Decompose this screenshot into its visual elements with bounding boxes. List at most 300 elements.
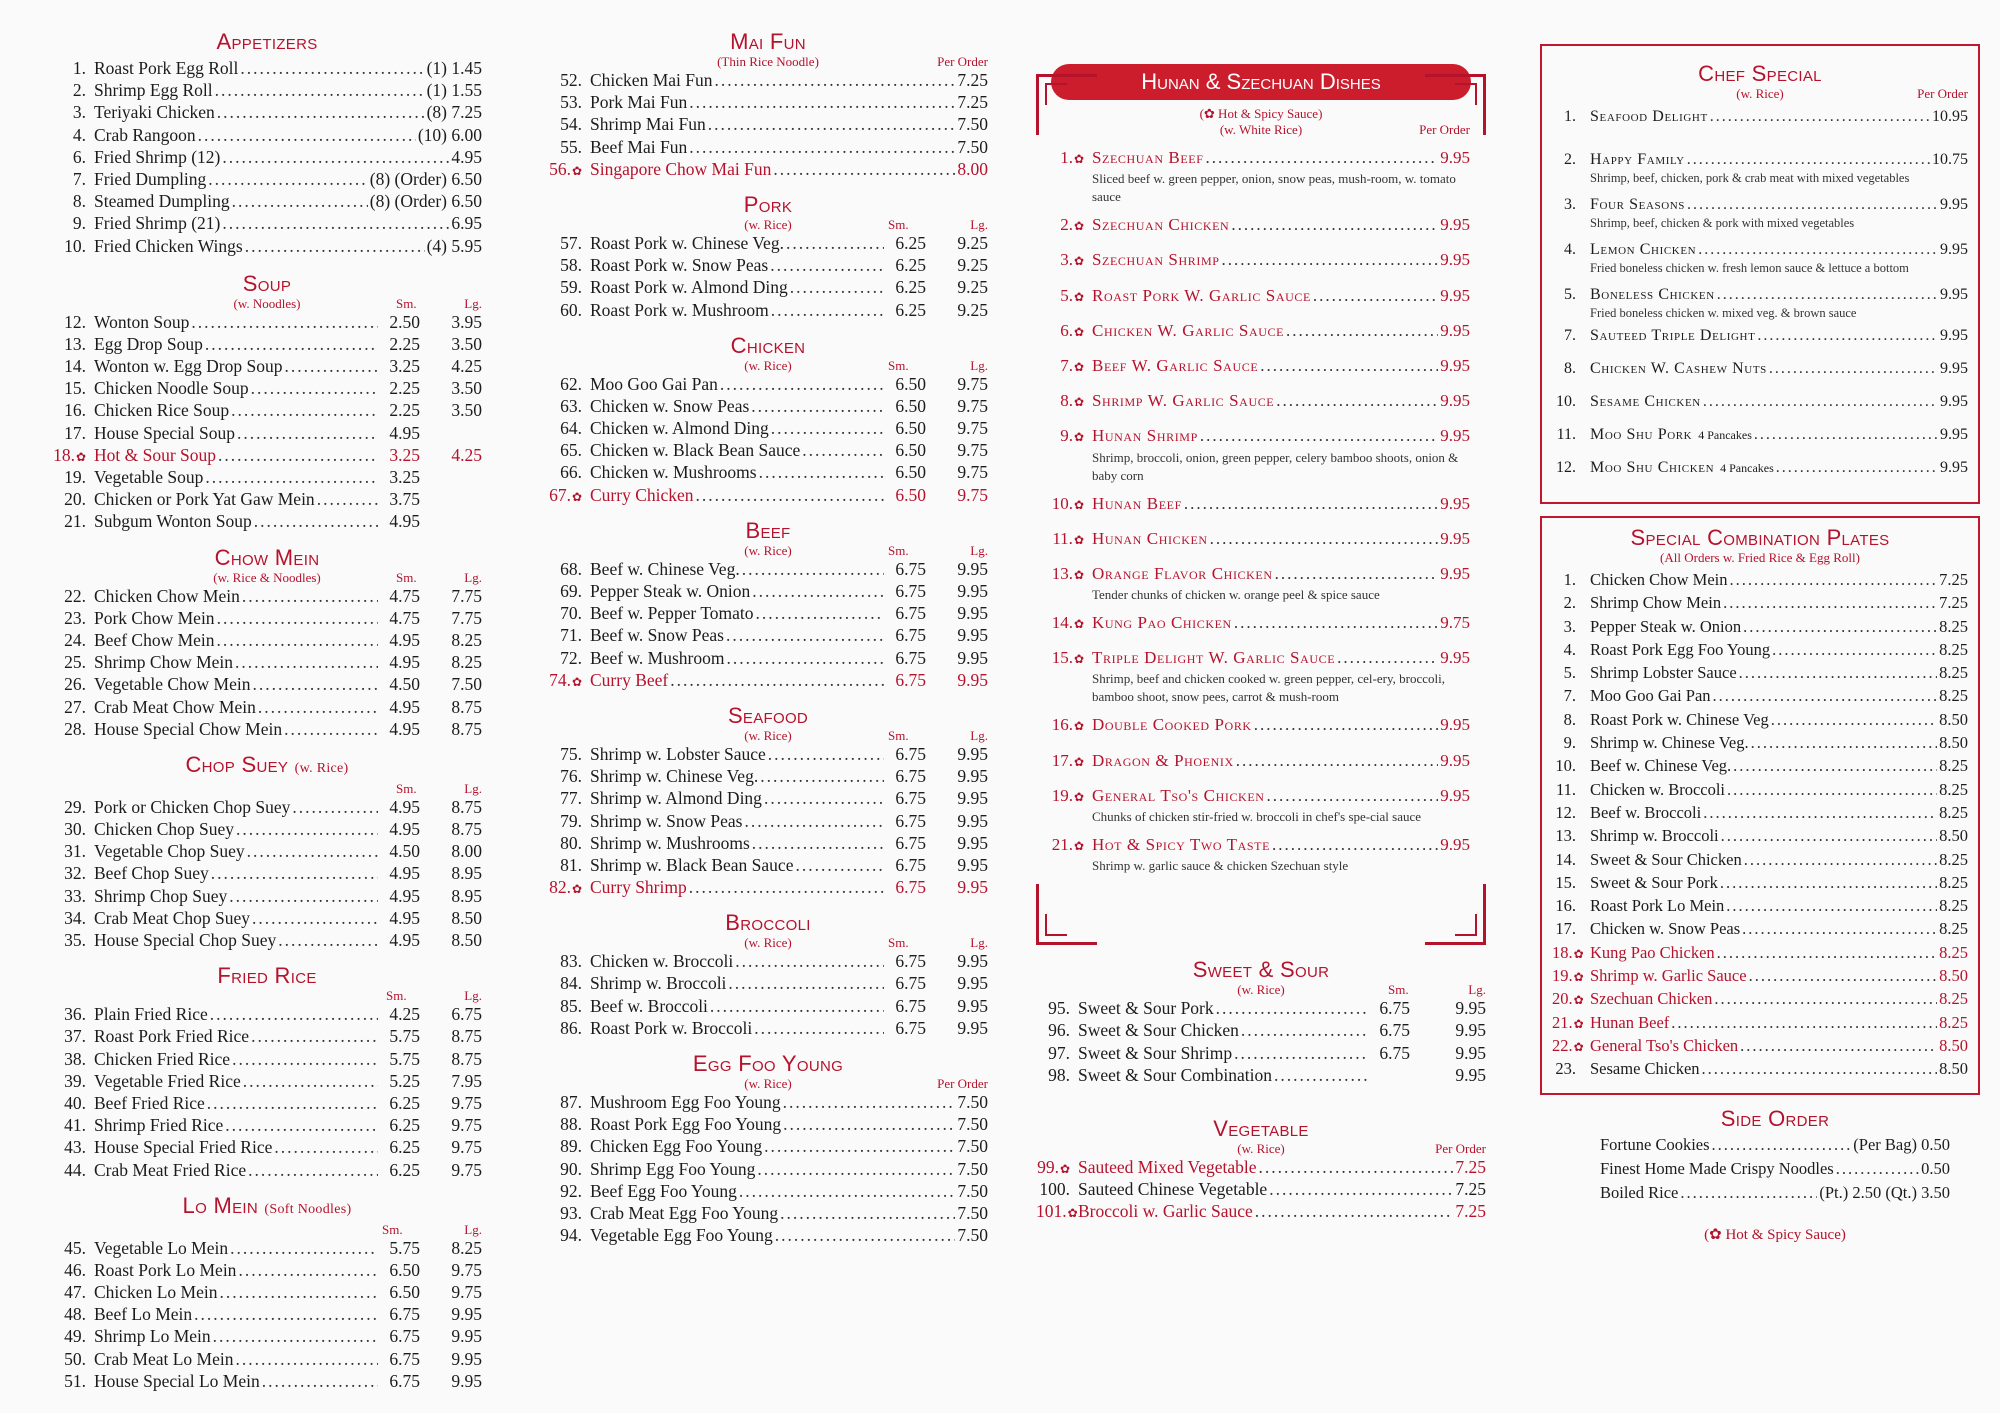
leader-dots (232, 191, 368, 212)
menu-item-row (1036, 529, 1486, 551)
menu-item (1036, 529, 1486, 551)
item-number-text: 92. (560, 1180, 582, 1201)
item-price-large: 9.95 (957, 669, 988, 690)
item-number (1552, 570, 1590, 590)
item-number-text: 64. (560, 418, 582, 439)
leader-dots (236, 819, 378, 840)
leader-dots (751, 396, 884, 417)
menu-item (52, 841, 482, 863)
menu-item (52, 378, 482, 400)
item-name: Roast Pork w. Chinese Veg. (590, 232, 784, 253)
item-name: General Tso's Chicken (1092, 785, 1265, 805)
item-price-small: 4.95 (389, 930, 420, 950)
item-name: Vegetable Chop Suey (94, 841, 245, 862)
item-number-text: 100. (1039, 1179, 1070, 1200)
leader-dots (670, 670, 884, 691)
menu-item (548, 1225, 988, 1247)
item-price-small: 5.75 (389, 1237, 420, 1258)
item-number-text: 9. (1563, 733, 1576, 753)
item-price: (4) 5.95 (426, 235, 482, 256)
leader-dots (1730, 570, 1938, 590)
spicy-icon: ✿ (1073, 617, 1084, 632)
item-name: Vegetable Fried Rice (94, 1070, 241, 1091)
item-number (1036, 564, 1092, 584)
section-title (548, 334, 988, 358)
menu-item (52, 797, 482, 819)
menu-item (548, 1136, 988, 1158)
item-number-text: 27. (64, 696, 86, 717)
menu-item (548, 1018, 988, 1040)
menu-item (52, 1282, 482, 1304)
item-number-text: 97. (1048, 1042, 1070, 1063)
menu-item (1552, 943, 1968, 966)
item-name: Chicken Mai Fun (590, 70, 713, 90)
item-description: Shrimp, beef, chicken, pork & crab meat with mixed vegetables (1590, 171, 1910, 185)
item-number-text: 45. (64, 1237, 86, 1258)
item-number-text: 18. (53, 444, 75, 465)
item-price-large: 9.25 (957, 255, 988, 276)
item-price: 7.25 (1455, 1201, 1486, 1222)
item-price: 8.50 (1939, 709, 1968, 729)
large-size-header: Lg. (464, 988, 482, 1004)
item-number (548, 855, 590, 876)
item-price-large: 8.95 (451, 885, 482, 906)
item-number (1036, 751, 1092, 771)
item-number (1036, 426, 1092, 446)
item-price: 8.25 (1939, 639, 1968, 659)
section-title-text: Beef (745, 517, 791, 543)
item-number (52, 423, 94, 444)
leader-dots (292, 797, 378, 818)
menu-item (1036, 1179, 1486, 1201)
menu-item (52, 674, 482, 696)
item-name: Chicken Noodle Soup (94, 378, 249, 399)
leader-dots (1739, 663, 1937, 683)
menu-item (52, 630, 482, 652)
side-order-section (1600, 1107, 1950, 1244)
leader-dots (248, 1160, 378, 1181)
item-number (1036, 1157, 1078, 1178)
section-title-text: Appetizers (216, 29, 318, 54)
item-price-large: 9.75 (957, 373, 988, 394)
item-number-text: 82. (549, 877, 571, 898)
leader-dots (1259, 1157, 1454, 1178)
menu-item (1552, 850, 1968, 873)
item-number (548, 1092, 590, 1113)
item-price-small: 3.25 (389, 356, 420, 377)
item-name: Boneless Chicken (1590, 286, 1715, 303)
item-price-small: 6.50 (389, 1259, 420, 1280)
leader-dots (735, 951, 884, 972)
leader-dots (752, 833, 884, 854)
item-number-text: 22. (64, 585, 86, 606)
item-number (52, 863, 94, 884)
item-price-small: 4.25 (389, 1004, 420, 1025)
leader-dots (783, 1092, 956, 1113)
leader-dots (229, 886, 378, 907)
item-name: Crab Meat Chow Mein (94, 696, 256, 717)
item-price: 8.50 (1939, 826, 1968, 846)
item-name: Crab Meat Fried Rice (94, 1159, 247, 1180)
section-subheader (548, 217, 988, 233)
per-order-header: Per Order (1435, 1140, 1486, 1156)
menu-item (52, 80, 482, 102)
item-price: 9.95 (1440, 715, 1470, 735)
menu-item-row (1036, 321, 1486, 343)
item-name: House Special Fried Rice (94, 1137, 273, 1158)
item-number (1552, 108, 1590, 126)
item-price-small: 6.75 (389, 1304, 420, 1325)
spicy-icon: ✿ (1073, 789, 1084, 804)
item-name: Hunan Shrimp (1092, 426, 1198, 446)
item-number (52, 1026, 94, 1047)
item-price-small: 6.25 (895, 255, 926, 276)
item-name: Szechuan Chicken (1092, 215, 1230, 235)
menu-item (548, 440, 988, 462)
menu-item (52, 1137, 482, 1159)
item-price-large: 8.75 (451, 718, 482, 739)
item-price: 7.25 (957, 70, 988, 90)
item-price-large: 8.75 (451, 696, 482, 717)
item-name: Beef Fried Rice (94, 1092, 205, 1113)
item-name: Chicken W. Cashew Nuts (1590, 360, 1767, 377)
item-number-text: 19. (64, 467, 86, 487)
item-number (548, 233, 590, 254)
item-price: 9.95 (1940, 393, 1968, 410)
menu-item (548, 996, 988, 1018)
fried-rice-section (52, 964, 482, 1182)
item-price: 9.95 (1440, 250, 1470, 270)
appetizers-section (52, 30, 482, 258)
item-price-small: 4.95 (389, 629, 420, 650)
item-price: 9.95 (1440, 835, 1470, 854)
item-number (52, 1304, 94, 1325)
item-number-text: 51. (64, 1370, 86, 1391)
menu-item (548, 70, 988, 92)
section-note: (w. Rice) (744, 935, 792, 951)
item-number-text: 33. (64, 885, 86, 906)
item-price-small: 4.95 (389, 652, 420, 673)
item-price-large: 9.25 (957, 299, 988, 320)
menu-item (1036, 786, 1486, 826)
small-size-header: Sm. (396, 295, 417, 311)
item-name: Moo Shu Chicken (1590, 459, 1715, 476)
item-number (548, 973, 590, 994)
item-number-text: 76. (560, 766, 582, 787)
item-number-text: 25. (64, 652, 86, 673)
item-name: Orange Flavor Chicken (1092, 563, 1273, 583)
item-number-text: 90. (560, 1158, 582, 1179)
menu-item (52, 423, 482, 445)
menu-item (1552, 327, 1968, 360)
item-price-large: 9.75 (451, 1115, 482, 1136)
leader-dots (231, 400, 378, 421)
menu-item (52, 445, 482, 467)
item-description: Fried boneless chicken w. fresh lemon sauce & lettuce a bottom (1590, 261, 1909, 275)
leader-dots (1726, 896, 1937, 916)
item-number (1552, 756, 1590, 776)
item-number-text: 59. (560, 277, 582, 298)
item-price: 8.25 (1939, 779, 1968, 799)
item-price: 7.50 (957, 1114, 988, 1135)
item-price-small: 2.25 (389, 400, 420, 421)
item-name: Crab Meat Lo Mein (94, 1348, 234, 1369)
item-number-text: 19. (1552, 966, 1573, 986)
item-name: Moo Goo Gai Pan (590, 373, 718, 394)
item-price-large: 7.75 (451, 585, 482, 606)
item-price: 8.25 (1939, 942, 1968, 962)
leader-dots (744, 811, 884, 832)
item-price-large: 9.75 (451, 1092, 482, 1113)
item-name: Roast Pork w. Broccoli (590, 1017, 753, 1038)
item-name: Dragon & Phoenix (1092, 750, 1234, 770)
item-price-large: 9.75 (451, 1282, 482, 1303)
mai-fun-section (548, 30, 988, 181)
item-name: Finest Home Made Crispy Noodles (1600, 1158, 1834, 1178)
item-name: Chicken Lo Mein (94, 1282, 218, 1303)
leader-dots (262, 1371, 378, 1392)
item-price-large: 9.95 (957, 951, 988, 972)
section-title-text: Pork (743, 191, 793, 217)
item-number-text: 47. (64, 1282, 86, 1303)
menu-item (548, 137, 988, 159)
item-number (52, 169, 94, 190)
item-name: Shrimp w. Snow Peas (590, 810, 743, 831)
item-number (548, 877, 590, 898)
menu-item-row (1036, 715, 1486, 737)
section-title-text: Fried Rice (217, 963, 317, 989)
leader-dots (1236, 751, 1439, 771)
leader-dots (1269, 1179, 1453, 1200)
leader-dots (1769, 360, 1938, 378)
leader-dots (1754, 426, 1938, 444)
item-name: Shrimp Mai Fun (590, 114, 706, 135)
item-number-text: 32. (64, 863, 86, 884)
section-subheader (548, 728, 988, 744)
item-price-small: 2.50 (389, 311, 420, 332)
leader-dots (1274, 1065, 1368, 1086)
item-name: House Special Chow Mein (94, 718, 283, 739)
menu-item (1036, 1065, 1486, 1087)
item-number-text: 16. (1555, 896, 1576, 916)
item-number-text: 28. (64, 718, 86, 739)
menu-item (1552, 640, 1968, 663)
bottom-ornaments (1036, 884, 1486, 944)
menu-item (548, 973, 988, 995)
item-price-small: 6.50 (389, 1282, 420, 1303)
menu-item (1552, 873, 1968, 896)
leader-dots (191, 312, 378, 333)
menu-item (1600, 1159, 1950, 1183)
leader-dots (243, 1071, 378, 1092)
item-number (548, 418, 590, 439)
menu-item (52, 489, 482, 511)
leader-dots (1721, 826, 1938, 846)
menu-item (52, 312, 482, 334)
item-price: 7.25 (1939, 570, 1968, 589)
item-number (548, 1136, 590, 1157)
item-price-small: 6.75 (895, 766, 926, 787)
item-description: Fried boneless chicken w. mixed veg. & brown sauce (1590, 306, 1857, 320)
item-name: Chicken w. Black Bean Sauce (590, 440, 801, 461)
leader-dots (1680, 1183, 1817, 1203)
item-number (1036, 215, 1092, 235)
section-note: (w. Rice) (1736, 86, 1784, 101)
item-price: 8.25 (1939, 872, 1968, 892)
menu-item-row (1036, 494, 1486, 516)
section-subheader (1036, 106, 1486, 122)
leader-dots (1671, 1013, 1937, 1033)
menu-item (52, 213, 482, 235)
item-name: Egg Drop Soup (94, 333, 203, 354)
item-name: Chicken Rice Soup (94, 400, 230, 421)
leader-dots (1184, 494, 1438, 514)
leader-dots (238, 1260, 378, 1281)
item-name: House Special Chop Suey (94, 930, 277, 950)
item-price: (8) (Order) 6.50 (369, 168, 482, 189)
leader-dots (1740, 1036, 1937, 1056)
item-number-text: 17. (64, 422, 86, 443)
section-title (52, 546, 482, 570)
spicy-icon: ✿ (1073, 754, 1084, 769)
leader-dots (771, 418, 884, 439)
section-title-text: Broccoli (725, 910, 811, 936)
item-number-text: 14. (1555, 849, 1576, 869)
item-name: Chicken w. Snow Peas (1590, 919, 1741, 939)
section-title-text: Lo Mein (182, 1192, 258, 1218)
item-name: Roast Pork Egg Foo Young (590, 1114, 782, 1135)
menu-item (548, 1203, 988, 1225)
menu-item (1552, 919, 1968, 942)
item-price: 8.25 (1939, 989, 1968, 1009)
menu-item (548, 766, 988, 788)
leader-dots (756, 603, 884, 624)
item-price-large: 9.75 (451, 1259, 482, 1280)
item-number (1552, 686, 1590, 706)
item-name: Beef Lo Mein (94, 1304, 193, 1325)
item-number-text: 19. (1051, 785, 1073, 805)
item-price: 8.25 (1939, 616, 1968, 636)
item-number-text: 96. (1048, 1020, 1070, 1041)
chicken-section (548, 334, 988, 507)
item-price-small: 6.75 (895, 951, 926, 972)
item-number (548, 581, 590, 602)
item-price: 7.50 (957, 1180, 988, 1201)
menu-item (52, 58, 482, 80)
item-name: Shrimp w. Broccoli (1590, 826, 1719, 846)
section-subheader (52, 54, 482, 58)
item-number-text: 38. (64, 1048, 86, 1069)
item-number-text: 20. (64, 489, 86, 510)
section-title (548, 911, 988, 935)
item-name: Shrimp w. Chinese Veg. (1590, 733, 1749, 753)
item-number (52, 400, 94, 421)
menu-item (52, 1260, 482, 1282)
large-size-header: Lg. (464, 569, 482, 585)
menu-item (548, 485, 988, 507)
item-name: Shrimp Egg Foo Young (590, 1158, 756, 1179)
item-price-small: 4.95 (389, 907, 420, 928)
leader-dots (211, 863, 378, 884)
leader-dots (780, 1203, 955, 1224)
leader-dots (254, 511, 378, 532)
section-note: (w. Rice) (744, 216, 792, 232)
menu-item (52, 147, 482, 169)
item-price: 9.95 (1440, 493, 1470, 513)
item-number-text: 2. (1060, 215, 1073, 235)
menu-item (1036, 648, 1486, 706)
menu-item (548, 744, 988, 766)
item-name: Chicken w. Broccoli (590, 951, 734, 972)
item-number-text: 21. (1552, 1012, 1573, 1032)
item-price-large: 9.75 (957, 440, 988, 461)
item-number (52, 191, 94, 212)
item-number-text: 30. (64, 819, 86, 840)
item-description: Tender chunks of chicken w. orange peel & spice sauce (1092, 587, 1380, 603)
item-price: 10.75 (1932, 151, 1968, 168)
leader-dots (274, 1137, 378, 1158)
item-name: Beef w. Pepper Tomato (590, 603, 754, 624)
item-number (52, 147, 94, 168)
item-price: 4.95 (451, 146, 482, 167)
spicy-icon: ✿ (1073, 532, 1084, 547)
item-number (1036, 835, 1092, 855)
item-description: Shrimp, broccoli, onion, green pepper, celery bamboo shoots, onion & baby corn (1092, 449, 1459, 483)
menu-item (52, 125, 482, 147)
item-number-text: 8. (72, 191, 86, 212)
corner-ornament-icon (1425, 884, 1486, 945)
item-price-small: 6.50 (895, 484, 926, 505)
item-price-small: 4.95 (389, 422, 420, 443)
item-number (1036, 1179, 1078, 1200)
item-name: Mushroom Egg Foo Young (590, 1092, 781, 1112)
menu-item (1552, 780, 1968, 803)
item-name: Szechuan Chicken (1590, 989, 1713, 1009)
leader-dots (760, 766, 884, 787)
item-number (548, 951, 590, 972)
item-price-large: 8.95 (451, 863, 482, 884)
item-number-text: 75. (560, 743, 582, 764)
item-name: Roast Pork Lo Mein (1590, 896, 1725, 916)
pork-section (548, 193, 988, 322)
menu-item (1036, 715, 1486, 737)
item-price: 8.25 (1939, 663, 1968, 683)
item-price: 7.25 (1455, 1156, 1486, 1177)
menu-item (1600, 1183, 1950, 1207)
menu-item (548, 418, 988, 440)
leader-dots (770, 255, 884, 276)
item-name: Sweet & Sour Chicken (1590, 849, 1742, 869)
large-size-header: Lg. (1468, 982, 1486, 998)
item-name: Fried Chicken Wings (94, 235, 243, 256)
item-number (548, 744, 590, 765)
item-number (52, 1260, 94, 1281)
item-number (548, 1018, 590, 1039)
item-price-large: 9.75 (957, 418, 988, 439)
item-price-large: 3.50 (451, 333, 482, 354)
item-price-large: 9.95 (957, 581, 988, 601)
item-price-small: 4.50 (389, 841, 420, 862)
item-name: Beef w. Snow Peas (590, 625, 724, 646)
menu-item (1036, 751, 1486, 773)
item-price-large: 9.95 (957, 625, 988, 646)
menu-item-row (1036, 391, 1486, 413)
section-title-text: Special Combination Plates (1630, 525, 1890, 550)
menu-item (1552, 426, 1968, 459)
section-subheader (1036, 982, 1486, 998)
menu-item (1552, 756, 1968, 779)
item-number-text: 99. (1037, 1156, 1059, 1177)
